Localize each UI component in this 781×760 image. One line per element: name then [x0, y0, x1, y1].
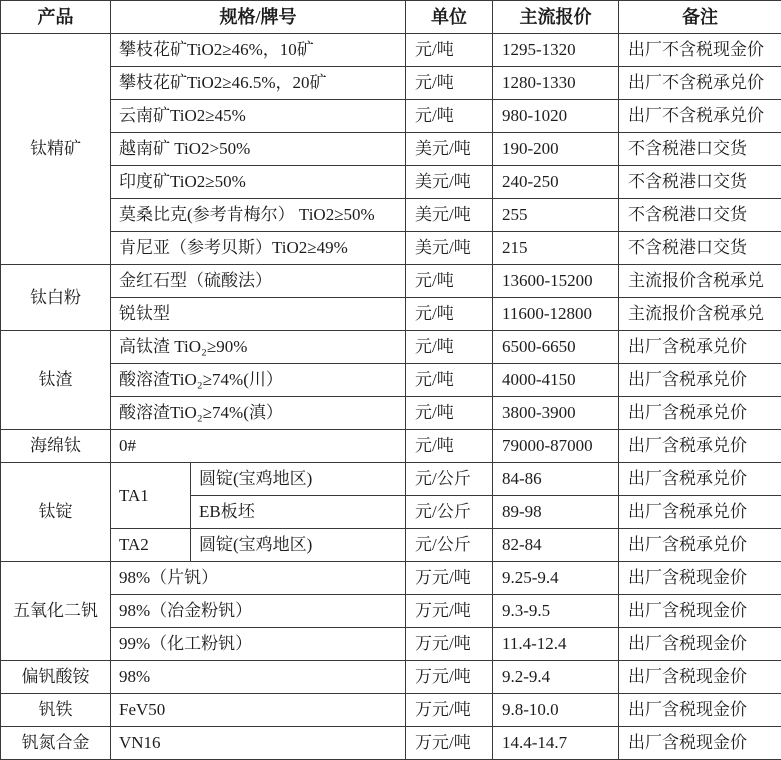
table-row — [1, 199, 781, 232]
spec-cell: 莫桑比克(参考肯梅尔） TiO2≥50% — [111, 199, 406, 232]
note-cell: 出厂含税承兑价 — [619, 331, 781, 364]
product-cell: 钛精矿 — [1, 34, 111, 265]
unit-cell: 元/吨 — [406, 430, 493, 463]
price-cell: 3800-3900 — [493, 397, 619, 430]
spec-cell: 98%（片钒） — [111, 562, 406, 595]
price-cell: 190-200 — [493, 133, 619, 166]
price-cell: 1295-1320 — [493, 34, 619, 67]
note-cell: 出厂不含税承兑价 — [619, 100, 781, 133]
price-cell: 6500-6650 — [493, 331, 619, 364]
note-cell: 出厂含税现金价 — [619, 661, 781, 694]
price-cell: 11600-12800 — [493, 298, 619, 331]
note-cell: 出厂含税承兑价 — [619, 397, 781, 430]
note-cell: 不含税港口交货 — [619, 166, 781, 199]
spec-cell: 锐钛型 — [111, 298, 406, 331]
note-cell: 不含税港口交货 — [619, 232, 781, 265]
unit-cell: 元/公斤 — [406, 463, 493, 496]
price-cell: 84-86 — [493, 463, 619, 496]
spec-cell: FeV50 — [111, 694, 406, 727]
header-product: 产品 — [1, 1, 111, 34]
note-cell: 出厂含税承兑价 — [619, 529, 781, 562]
table-row — [1, 133, 781, 166]
table-row — [1, 463, 781, 496]
spec-cell: 云南矿TiO2≥45% — [111, 100, 406, 133]
header-row — [1, 1, 781, 34]
unit-cell: 万元/吨 — [406, 628, 493, 661]
price-cell: 240-250 — [493, 166, 619, 199]
price-cell: 14.4-14.7 — [493, 727, 619, 760]
note-cell: 出厂不含税承兑价 — [619, 67, 781, 100]
product-cell: 偏钒酸铵 — [1, 661, 111, 694]
table-row — [1, 67, 781, 100]
table-row — [1, 331, 781, 364]
grade-cell: TA2 — [111, 529, 191, 562]
header-unit: 单位 — [406, 1, 493, 34]
header-spec: 规格/牌号 — [111, 1, 406, 34]
price-cell: 9.2-9.4 — [493, 661, 619, 694]
table-row — [1, 397, 781, 430]
spec-cell: 攀枝花矿TiO2≥46%，10矿 — [111, 34, 406, 67]
note-cell: 出厂含税承兑价 — [619, 430, 781, 463]
price-cell: 255 — [493, 199, 619, 232]
note-cell: 主流报价含税承兑 — [619, 265, 781, 298]
spec-cell: 0# — [111, 430, 406, 463]
price-cell: 89-98 — [493, 496, 619, 529]
table-row — [1, 166, 781, 199]
table-row — [1, 529, 781, 562]
product-cell: 海绵钛 — [1, 430, 111, 463]
price-cell: 11.4-12.4 — [493, 628, 619, 661]
spec-cell: 印度矿TiO2≥50% — [111, 166, 406, 199]
unit-cell: 元/吨 — [406, 34, 493, 67]
table-row — [1, 265, 781, 298]
note-cell: 出厂含税现金价 — [619, 727, 781, 760]
spec-cell: 圆锭(宝鸡地区) — [191, 529, 406, 562]
table-row — [1, 34, 781, 67]
table-row — [1, 100, 781, 133]
table-row — [1, 727, 781, 760]
price-cell: 9.25-9.4 — [493, 562, 619, 595]
price-cell: 79000-87000 — [493, 430, 619, 463]
note-cell: 不含税港口交货 — [619, 199, 781, 232]
note-cell: 出厂含税承兑价 — [619, 496, 781, 529]
price-cell: 82-84 — [493, 529, 619, 562]
note-cell: 出厂含税现金价 — [619, 694, 781, 727]
table-row — [1, 364, 781, 397]
spec-cell: 酸溶渣TiO₂≥74%(滇） — [111, 397, 406, 430]
price-cell: 980-1020 — [493, 100, 619, 133]
unit-cell: 美元/吨 — [406, 232, 493, 265]
unit-cell: 元/吨 — [406, 298, 493, 331]
grade-cell: TA1 — [111, 463, 191, 529]
table-row — [1, 232, 781, 265]
table-row — [1, 298, 781, 331]
product-cell: 钛渣 — [1, 331, 111, 430]
unit-cell: 元/吨 — [406, 397, 493, 430]
price-cell: 9.8-10.0 — [493, 694, 619, 727]
note-cell: 出厂含税现金价 — [619, 595, 781, 628]
product-cell: 钛锭 — [1, 463, 111, 562]
spec-cell: 酸溶渣TiO₂≥74%(川） — [111, 364, 406, 397]
unit-cell: 元/公斤 — [406, 529, 493, 562]
spec-cell: 高钛渣 TiO₂≥90% — [111, 331, 406, 364]
spec-cell: 圆锭(宝鸡地区) — [191, 463, 406, 496]
spec-cell: 攀枝花矿TiO2≥46.5%，20矿 — [111, 67, 406, 100]
spec-cell: VN16 — [111, 727, 406, 760]
unit-cell: 万元/吨 — [406, 562, 493, 595]
table-row — [1, 661, 781, 694]
product-cell: 五氧化二钒 — [1, 562, 111, 661]
table-row — [1, 694, 781, 727]
product-cell: 钛白粉 — [1, 265, 111, 331]
note-cell: 出厂含税承兑价 — [619, 364, 781, 397]
note-cell: 出厂含税现金价 — [619, 628, 781, 661]
table-row — [1, 562, 781, 595]
note-cell: 出厂含税现金价 — [619, 562, 781, 595]
price-cell: 4000-4150 — [493, 364, 619, 397]
unit-cell: 元/公斤 — [406, 496, 493, 529]
unit-cell: 元/吨 — [406, 331, 493, 364]
table-row — [1, 628, 781, 661]
price-cell: 13600-15200 — [493, 265, 619, 298]
product-cell: 钒氮合金 — [1, 727, 111, 760]
unit-cell: 元/吨 — [406, 100, 493, 133]
note-cell: 出厂不含税现金价 — [619, 34, 781, 67]
unit-cell: 美元/吨 — [406, 199, 493, 232]
spec-cell: 98% — [111, 661, 406, 694]
unit-cell: 元/吨 — [406, 265, 493, 298]
table-row — [1, 430, 781, 463]
price-cell: 1280-1330 — [493, 67, 619, 100]
price-cell: 215 — [493, 232, 619, 265]
unit-cell: 美元/吨 — [406, 166, 493, 199]
table-row — [1, 595, 781, 628]
note-cell: 主流报价含税承兑 — [619, 298, 781, 331]
unit-cell: 万元/吨 — [406, 727, 493, 760]
header-price: 主流报价 — [493, 1, 619, 34]
unit-cell: 元/吨 — [406, 67, 493, 100]
header-note: 备注 — [619, 1, 781, 34]
spec-cell: 98%（冶金粉钒） — [111, 595, 406, 628]
note-cell: 出厂含税承兑价 — [619, 463, 781, 496]
unit-cell: 万元/吨 — [406, 694, 493, 727]
unit-cell: 元/吨 — [406, 364, 493, 397]
unit-cell: 美元/吨 — [406, 133, 493, 166]
unit-cell: 万元/吨 — [406, 595, 493, 628]
spec-cell: 金红石型（硫酸法） — [111, 265, 406, 298]
spec-cell: 99%（化工粉钒） — [111, 628, 406, 661]
unit-cell: 万元/吨 — [406, 661, 493, 694]
spec-cell: EB板坯 — [191, 496, 406, 529]
note-cell: 不含税港口交货 — [619, 133, 781, 166]
price-cell: 9.3-9.5 — [493, 595, 619, 628]
spec-cell: 肯尼亚（参考贝斯）TiO2≥49% — [111, 232, 406, 265]
spec-cell: 越南矿 TiO2>50% — [111, 133, 406, 166]
product-cell: 钒铁 — [1, 694, 111, 727]
